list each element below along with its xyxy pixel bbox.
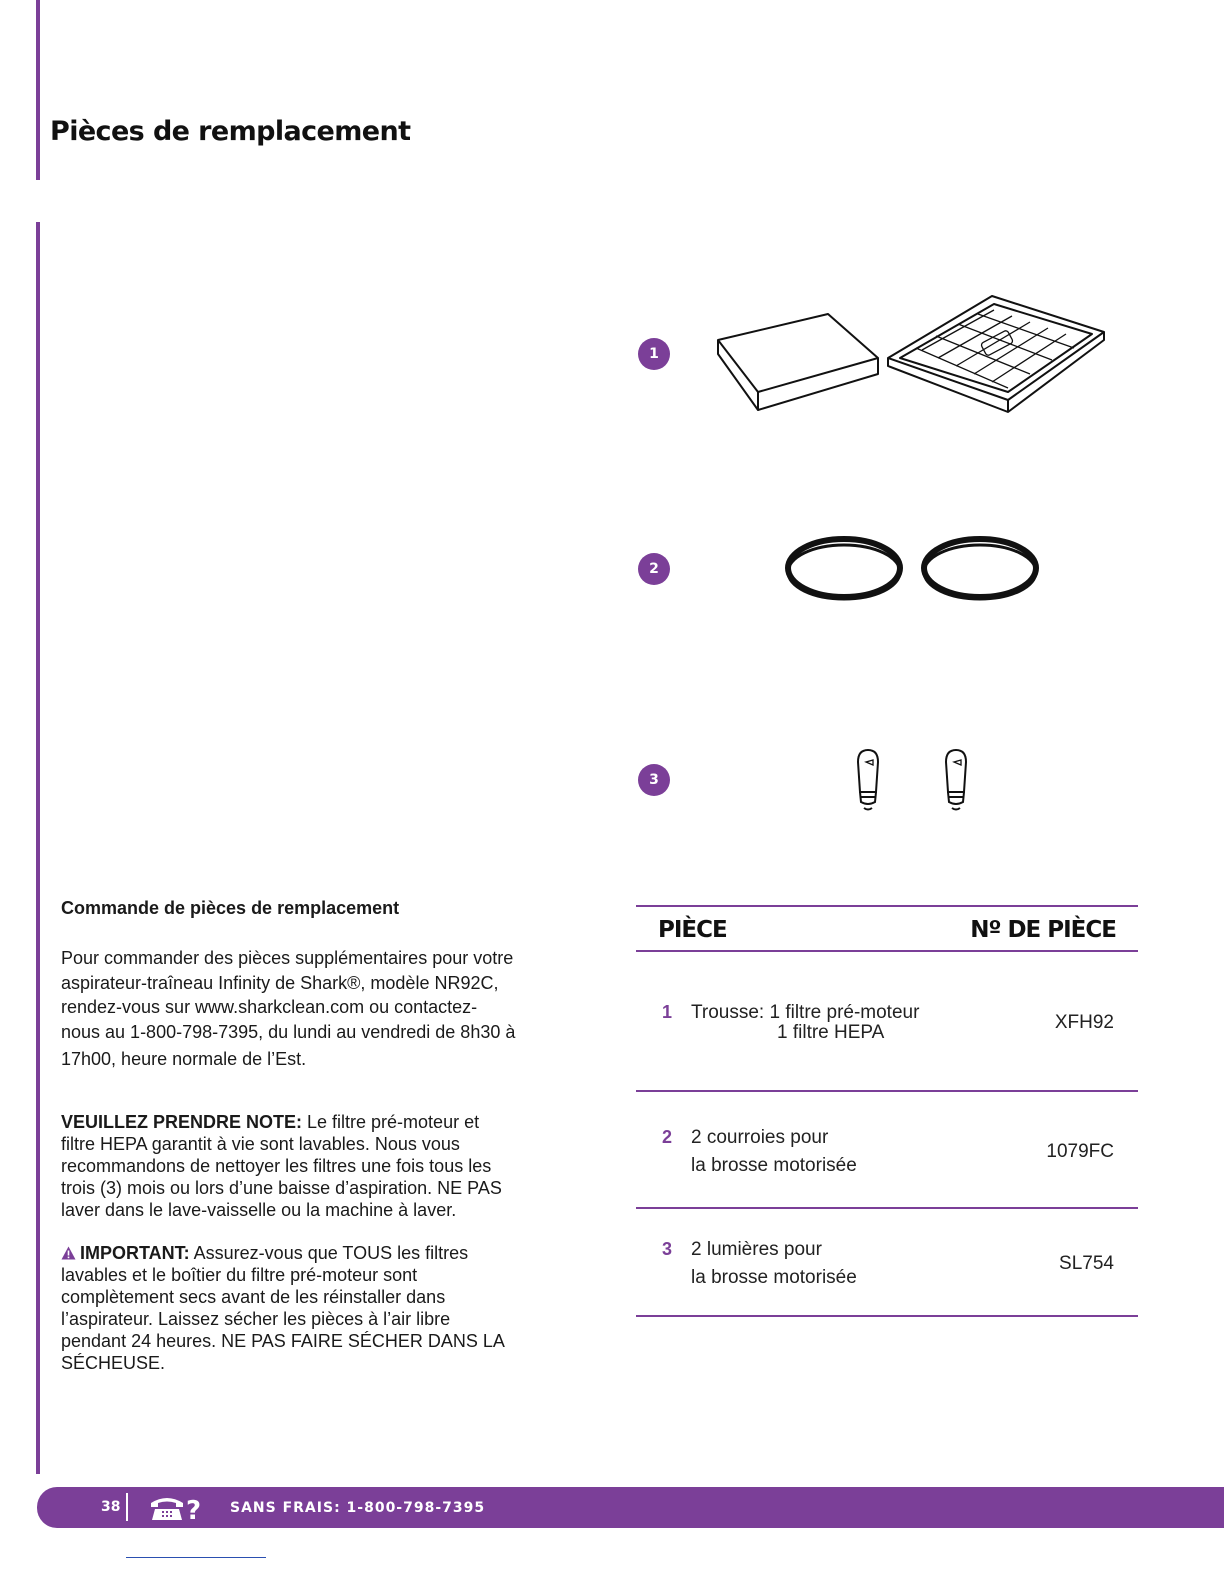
- note-line: filtre HEPA garantit à vie sont lavables. Nous vous: [61, 1134, 460, 1154]
- important-line: lavables et le boîtier du filtre pré-moteur sont: [61, 1265, 418, 1285]
- important-lead: IMPORTANT:: [80, 1243, 190, 1263]
- note-paragraph: [61, 1111, 571, 1221]
- part-badge-3: 3: [638, 764, 670, 796]
- order-line: Pour commander des pièces supplémentaires pour votre: [61, 948, 514, 968]
- table-rule: [636, 950, 1138, 952]
- svg-text:?: ?: [186, 1496, 202, 1523]
- row-description: 2 courroies pour: [691, 1127, 829, 1148]
- table-rule: [636, 905, 1138, 907]
- note-line: trois (3) mois ou lors d’une baisse d’aspiration. NE PAS: [61, 1178, 502, 1198]
- row-description: 2 lumières pour: [691, 1239, 822, 1260]
- accent-bar-top: [36, 0, 40, 180]
- order-line: rendez-vous sur www.sharkclean.com ou contactez-: [61, 997, 478, 1017]
- order-paragraph: [61, 946, 571, 1072]
- order-line: aspirateur-traîneau Infinity de Shark®, modèle NR92C,: [61, 972, 499, 993]
- row-number: 3: [662, 1239, 673, 1259]
- page-title: Pièces de remplacement: [50, 116, 411, 147]
- order-line: 17h00, heure normale de l’Est.: [61, 1049, 307, 1069]
- warning-icon: [61, 1246, 76, 1260]
- part-badge-1: 1: [638, 338, 670, 370]
- note-line: recommandons de nettoyer les filtres une fois tous les: [61, 1156, 492, 1176]
- order-heading: Commande de pièces de remplacement: [61, 898, 400, 918]
- row-description: Trousse: 1 filtre pré-moteur: [691, 1002, 920, 1023]
- row-part-number: XFH92: [1054, 1012, 1114, 1033]
- parts-table: [636, 905, 1138, 1325]
- column-header-part-number: Nº DE PIÈCE: [970, 917, 1116, 943]
- table-rule: [636, 1090, 1138, 1092]
- order-line: nous au 1-800-798-7395, du lundi au vendredi de 8h30 à: [61, 1021, 516, 1042]
- phone-icon: [149, 1493, 203, 1523]
- row-number: 2: [662, 1127, 673, 1147]
- bulbs-illustration: [852, 748, 976, 814]
- column-header-part: PIÈCE: [658, 917, 727, 943]
- footer-bar: [37, 1487, 1224, 1528]
- important-line: pendant 24 heures. NE PAS FAIRE SÉCHER DANS LA: [61, 1331, 505, 1351]
- filter-kit-illustration: [712, 290, 1112, 420]
- note-line: Le filtre pré-moteur et: [302, 1112, 480, 1132]
- important-line: SÉCHEUSE.: [61, 1353, 166, 1373]
- footer-underline: [126, 1557, 266, 1558]
- important-paragraph: [61, 1242, 571, 1374]
- table-rule: [636, 1315, 1138, 1317]
- footer-divider: [126, 1493, 128, 1521]
- important-line: Assurez-vous que TOUS les filtres: [189, 1243, 469, 1263]
- accent-bar-main: [36, 222, 40, 1474]
- part-badge-2: 2: [638, 553, 670, 585]
- important-line: complètement secs avant de les réinstaller dans: [61, 1287, 446, 1307]
- note-lead: VEUILLEZ PRENDRE NOTE:: [61, 1112, 303, 1132]
- row-description: la brosse motorisée: [691, 1155, 857, 1176]
- important-line: l’aspirateur. Laissez sécher les pièces à l’air libre: [61, 1309, 451, 1329]
- belts-illustration: [782, 530, 1044, 606]
- page-number: 38: [101, 1499, 121, 1515]
- row-part-number: SL754: [1059, 1253, 1114, 1274]
- row-number: 1: [662, 1002, 673, 1022]
- row-description: 1 filtre HEPA: [777, 1022, 885, 1043]
- table-rule: [636, 1207, 1138, 1209]
- toll-free-phone: SANS FRAIS: 1-800-798-7395: [230, 1500, 486, 1516]
- note-line: laver dans le lave-vaisselle ou la machine à laver.: [61, 1200, 457, 1220]
- row-description: la brosse motorisée: [691, 1267, 857, 1288]
- row-part-number: 1079FC: [1046, 1141, 1114, 1162]
